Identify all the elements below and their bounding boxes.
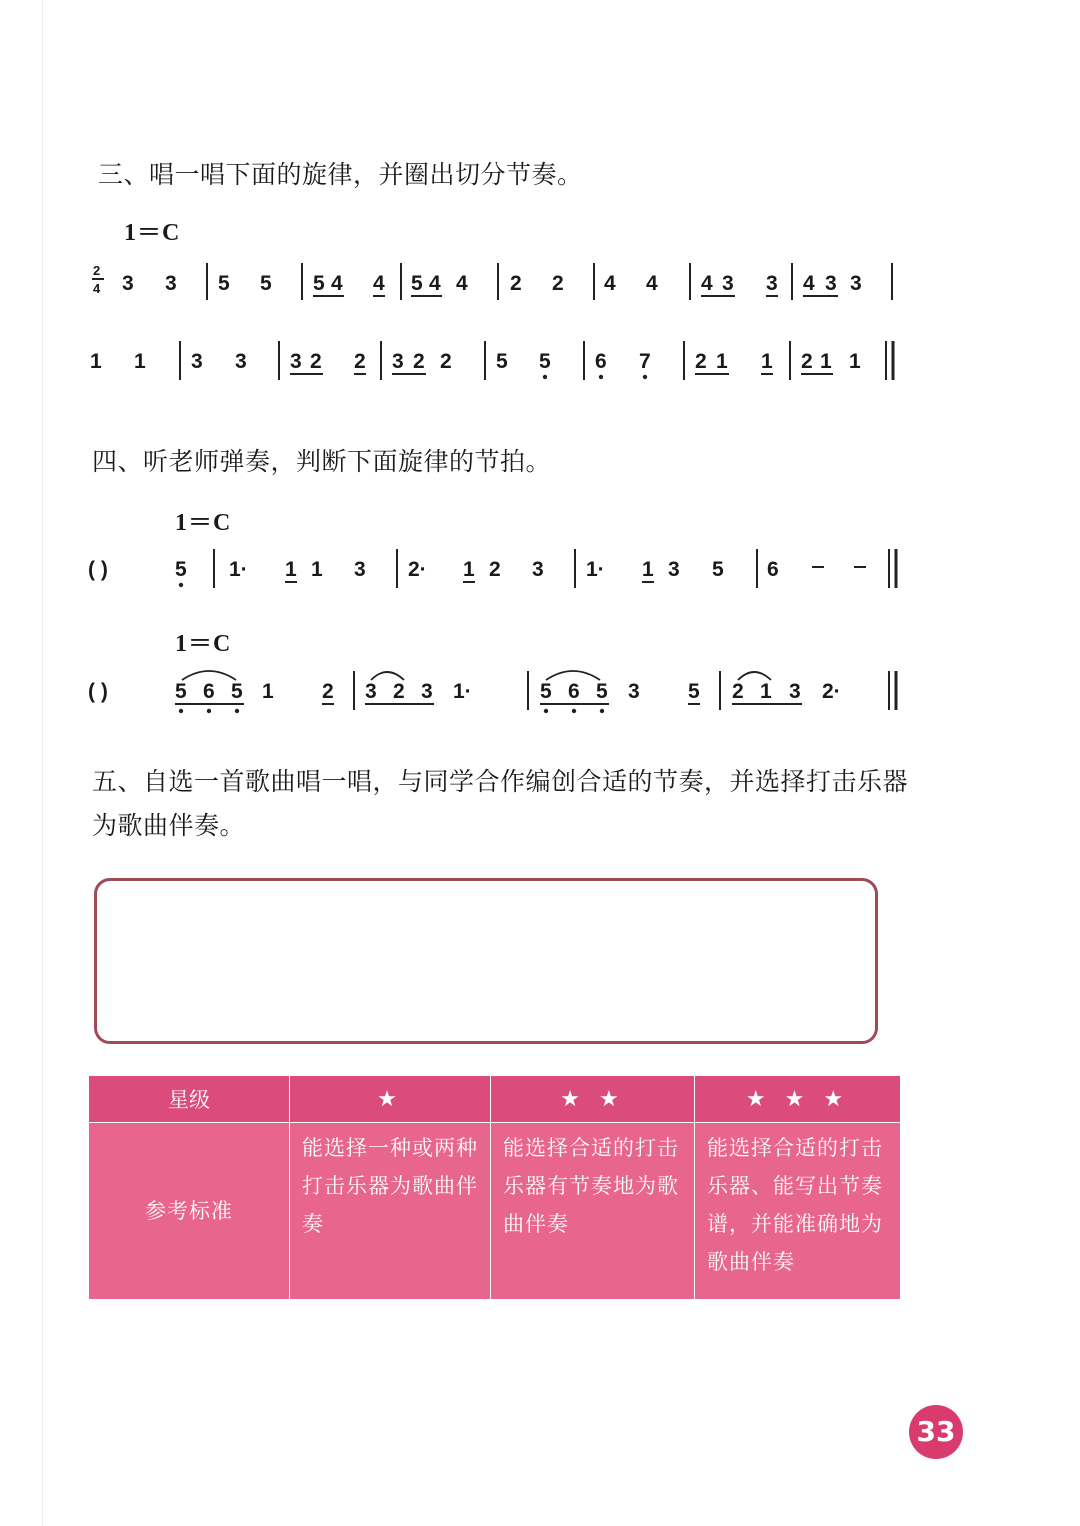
svg-text:5: 5 bbox=[218, 272, 230, 295]
svg-text:2: 2 bbox=[322, 680, 334, 703]
answer-box[interactable] bbox=[94, 878, 878, 1044]
svg-text:7: 7 bbox=[639, 350, 651, 373]
svg-text:4: 4 bbox=[701, 272, 713, 295]
svg-text:5: 5 bbox=[539, 350, 551, 373]
svg-text:3: 3 bbox=[766, 272, 778, 295]
rubric-header-level: 星级 bbox=[89, 1076, 290, 1123]
svg-text:5: 5 bbox=[712, 558, 724, 581]
melody-1-line-2 bbox=[90, 341, 893, 380]
svg-text:3: 3 bbox=[722, 272, 734, 295]
svg-text:2: 2 bbox=[510, 272, 522, 295]
svg-text:1: 1 bbox=[849, 350, 861, 373]
svg-text:5: 5 bbox=[175, 558, 187, 581]
svg-text:4: 4 bbox=[429, 272, 441, 295]
svg-text:5: 5 bbox=[260, 272, 272, 295]
svg-text:3: 3 bbox=[290, 350, 302, 373]
svg-text:5: 5 bbox=[411, 272, 423, 295]
svg-text:1: 1 bbox=[311, 558, 323, 581]
svg-text:6: 6 bbox=[767, 558, 779, 581]
svg-text:3: 3 bbox=[825, 272, 837, 295]
answer-blank-1: ( ) bbox=[88, 558, 108, 581]
svg-text:1·: 1· bbox=[586, 558, 605, 581]
svg-text:5: 5 bbox=[313, 272, 325, 295]
svg-text:2: 2 bbox=[695, 350, 707, 373]
svg-text:3: 3 bbox=[191, 350, 203, 373]
svg-text:2: 2 bbox=[310, 350, 322, 373]
svg-text:1: 1 bbox=[134, 350, 146, 373]
svg-text:4: 4 bbox=[803, 272, 815, 295]
svg-text:1·: 1· bbox=[229, 558, 248, 581]
svg-text:4: 4 bbox=[456, 272, 468, 295]
svg-text:1: 1 bbox=[90, 350, 102, 373]
section-4-melody-2 bbox=[88, 671, 896, 713]
svg-text:3: 3 bbox=[235, 350, 247, 373]
svg-text:2: 2 bbox=[552, 272, 564, 295]
rubric-table bbox=[88, 1075, 901, 1300]
svg-text:2·: 2· bbox=[408, 558, 427, 581]
svg-text:2: 2 bbox=[413, 350, 425, 373]
svg-text:3: 3 bbox=[668, 558, 680, 581]
svg-text:2: 2 bbox=[440, 350, 452, 373]
svg-text:2: 2 bbox=[393, 680, 405, 703]
svg-text:2: 2 bbox=[732, 680, 744, 703]
rubric-criterion-one-star: 能选择一种或两种打击乐器为歌曲伴奏 bbox=[290, 1123, 491, 1300]
svg-text:3: 3 bbox=[532, 558, 544, 581]
svg-text:1: 1 bbox=[642, 558, 654, 581]
svg-text:2·: 2· bbox=[822, 680, 841, 703]
svg-text:3: 3 bbox=[421, 680, 433, 703]
svg-text:1: 1 bbox=[262, 680, 274, 703]
svg-text:2: 2 bbox=[489, 558, 501, 581]
svg-text:1: 1 bbox=[820, 350, 832, 373]
svg-text:3: 3 bbox=[392, 350, 404, 373]
svg-text:1·: 1· bbox=[453, 680, 472, 703]
rubric-criterion-three-star: 能选择合适的打击乐器、能写出节奏谱，并能准确地为歌曲伴奏 bbox=[695, 1123, 901, 1300]
time-sig-bottom: 4 bbox=[93, 281, 101, 296]
svg-text:1: 1 bbox=[760, 680, 772, 703]
section-4-key-1: 1＝C bbox=[175, 510, 232, 536]
svg-text:4: 4 bbox=[604, 272, 616, 295]
svg-text:3: 3 bbox=[850, 272, 862, 295]
svg-text:5: 5 bbox=[231, 680, 243, 703]
rubric-criterion-two-star: 能选择合适的打击乐器有节奏地为歌曲伴奏 bbox=[491, 1123, 695, 1300]
section-3-heading: 三、唱一唱下面的旋律，并圈出切分节奏。 bbox=[98, 160, 583, 189]
svg-text:5: 5 bbox=[496, 350, 508, 373]
rubric-row-label: 参考标准 bbox=[89, 1123, 290, 1300]
melody-1-line-1 bbox=[122, 263, 892, 300]
svg-text:3: 3 bbox=[789, 680, 801, 703]
svg-text:3: 3 bbox=[365, 680, 377, 703]
section-4-heading: 四、听老师弹奏，判断下面旋律的节拍。 bbox=[92, 447, 552, 476]
svg-text:6: 6 bbox=[595, 350, 607, 373]
section-3-key: 1＝C bbox=[124, 220, 181, 246]
answer-blank-2: ( ) bbox=[88, 680, 108, 703]
page-number: 33 bbox=[909, 1405, 963, 1459]
svg-text:1: 1 bbox=[463, 558, 475, 581]
page-edge bbox=[42, 0, 43, 1526]
svg-text:3: 3 bbox=[165, 272, 177, 295]
svg-text:2: 2 bbox=[801, 350, 813, 373]
section-4-melody-1 bbox=[88, 549, 896, 588]
svg-text:6: 6 bbox=[203, 680, 215, 703]
svg-text:1: 1 bbox=[716, 350, 728, 373]
time-sig-top: 2 bbox=[93, 263, 101, 278]
svg-text:3: 3 bbox=[354, 558, 366, 581]
svg-text:5: 5 bbox=[175, 680, 187, 703]
svg-text:5: 5 bbox=[688, 680, 700, 703]
svg-text:4: 4 bbox=[646, 272, 658, 295]
svg-text:3: 3 bbox=[628, 680, 640, 703]
svg-text:2: 2 bbox=[354, 350, 366, 373]
svg-text:5: 5 bbox=[540, 680, 552, 703]
svg-text:5: 5 bbox=[596, 680, 608, 703]
svg-text:6: 6 bbox=[568, 680, 580, 703]
rubric-header-three-star: ★ ★ ★ bbox=[695, 1076, 901, 1123]
svg-text:4: 4 bbox=[331, 272, 343, 295]
svg-text:3: 3 bbox=[122, 272, 134, 295]
rubric-header-two-star: ★ ★ bbox=[491, 1076, 695, 1123]
rubric-header-one-star: ★ bbox=[290, 1076, 491, 1123]
svg-text:1: 1 bbox=[761, 350, 773, 373]
section-4-key-2: 1＝C bbox=[175, 631, 232, 657]
svg-text:1: 1 bbox=[285, 558, 297, 581]
section-5-heading: 五、自选一首歌曲唱一唱，与同学合作编创合适的节奏，并选择打击乐器为歌曲伴奏。 bbox=[92, 767, 909, 840]
svg-text:4: 4 bbox=[373, 272, 385, 295]
